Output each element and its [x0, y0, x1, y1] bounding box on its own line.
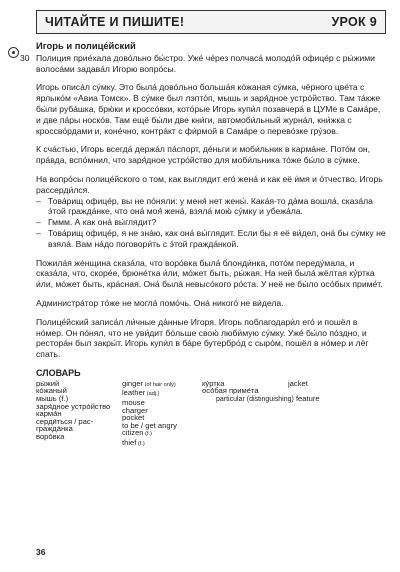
story-title: Игорь и полице́йский: [36, 40, 136, 51]
vocabulary: [36, 368, 386, 455]
paragraph: Администра́тор то́же не могла́ помо́чь. Она́ никого́ не ви́дела.: [36, 297, 284, 308]
paragraph: Игорь описа́л су́мку. Это была́ дово́льно больша́я ко́жаная су́мка, чёрного цве́та с ярлыко́м «Авиа Томск». В су́мке был лэпто́п, мышь и заря́дное устро́йство. Там та́кже бы́ли руба́шка, брю́ки и кроссо́вки, кото́рые Игорь купи́л позавчера́ в ЦУМе в Сама́ре, и две па́ры носко́в. Там ещё бы́ли две кни́ги, автомоби́льный журна́л, кни́жка с кроссво́рдами и, коне́чно, контра́кт с фи́рмой в Сама́ре о перево́зке гру́зов.: [36, 82, 381, 136]
vocabulary-grid: [36, 380, 386, 455]
lesson-number: УРОК 9: [331, 15, 377, 29]
paragraph: К сча́стью, Игорь всегда́ держа́л па́спорт, де́ньги и моби́льник в карма́не. Пото́м он, пра́вда, вспо́мнил, что заря́дное устро́йство для моби́льника то́же бы́ло в су́мке.: [36, 144, 370, 166]
vocab-word: ры́жий: [36, 378, 60, 388]
section-title: ЧИТАЙТЕ И ПИШИТЕ!: [45, 15, 185, 29]
cd-icon: [8, 47, 19, 58]
vocab-translation: citizen (f.): [122, 428, 152, 438]
paragraph: Полице́йский записа́л ли́чные да́нные Игоря. Игорь поблагодари́л его́ и пошёл в но́мер. Он по́нял, что не уви́дит бо́льше свою́ люби́мую су́мку. Уже́ бы́ло по́здно, и рестора́н был закры́т. Игорь купи́л в ба́ре бутербро́д с сыро́м, пошёл в но́мер и лёг спать.: [36, 316, 369, 360]
paragraph: Пожила́я же́нщина сказа́ла, что воро́вка была́ блонди́нка, пото́м переду́мала, и сказа́ла, что, скоре́е, брюне́тка и́ли, мо́жет быть, ры́жая. На ней была́ жёлтая ку́ртка и́ли, мо́жет быть, кра́сная. Она́ была́ невысо́кого ро́ста. У неё не бы́ло осо́бых приме́т.: [36, 257, 383, 290]
vocab-word: заря́дное устро́йство: [36, 401, 111, 411]
vocab-word: карма́н: [36, 409, 62, 419]
page-number: 36: [36, 547, 46, 557]
vocab-translation: thief (f.): [122, 437, 145, 447]
dialog-line: – Това́рищ офице́р, вы не по́няли: у меня́ нет жены́. Кака́я-то да́ма вошла́, сказа́ла э́той гражда́нке, что она́ моя́ жена́, взяла́ мою́ су́мку и убежа́ла.: [36, 196, 386, 218]
paragraph: Полиция прие́хала дово́льно бы́стро. Уже́ че́рез полчаса́ молодо́й офице́р с ры́жими волоса́ми задава́л Игорю вопро́сы.: [36, 52, 375, 74]
vocab-translation: ginger (of hair only): [122, 378, 176, 388]
vocab-translation: particular (distinguishing) feature: [216, 393, 320, 403]
vocab-english-col-2: [216, 380, 320, 404]
vocab-word: ко́жаный: [36, 386, 67, 396]
paragraph: На вопро́сы полице́йского о том, как выглядит его́ жена́ и как её и́мя и о́тчество, Игорь рассерди́лся.: [36, 173, 383, 195]
vocab-translation: jacket: [288, 378, 308, 388]
vocab-translation: charger: [122, 405, 148, 415]
vocab-word: ку́ртка: [202, 378, 225, 388]
vocab-translation: to be / get angry: [122, 420, 177, 430]
dialog-line: – Гммм. А как она́ вы́глядит?: [36, 217, 386, 228]
vocab-translation: pocket: [122, 413, 145, 423]
audio-track-number: 30: [20, 53, 30, 63]
vocab-word: мышь (f.): [36, 393, 69, 403]
lesson-header: [36, 10, 386, 34]
vocab-translation: mouse: [122, 397, 145, 407]
dialog-list: [36, 196, 386, 250]
vocabulary-title: СЛОВАРЬ: [36, 367, 81, 378]
vocab-word: воро́вка: [36, 431, 65, 441]
vocab-english-col-1: [122, 380, 177, 449]
vocab-word: серди́ться / рас-: [36, 416, 94, 426]
vocab-word: осо́бая приме́та: [202, 386, 259, 396]
main-text: [36, 41, 386, 455]
vocab-russian-col-1: [36, 380, 110, 441]
dialog-line: – Това́рищ офице́р, я не зна́ю, как она́ вы́глядит. Если бы я её ви́дел, она́ бы су́мку не взяла́. Вам на́до поговори́ть с э́той гражда́нкой.: [36, 228, 386, 250]
vocab-word: гражда́нка: [36, 424, 73, 434]
vocab-translation: leather (adj.): [122, 388, 160, 398]
